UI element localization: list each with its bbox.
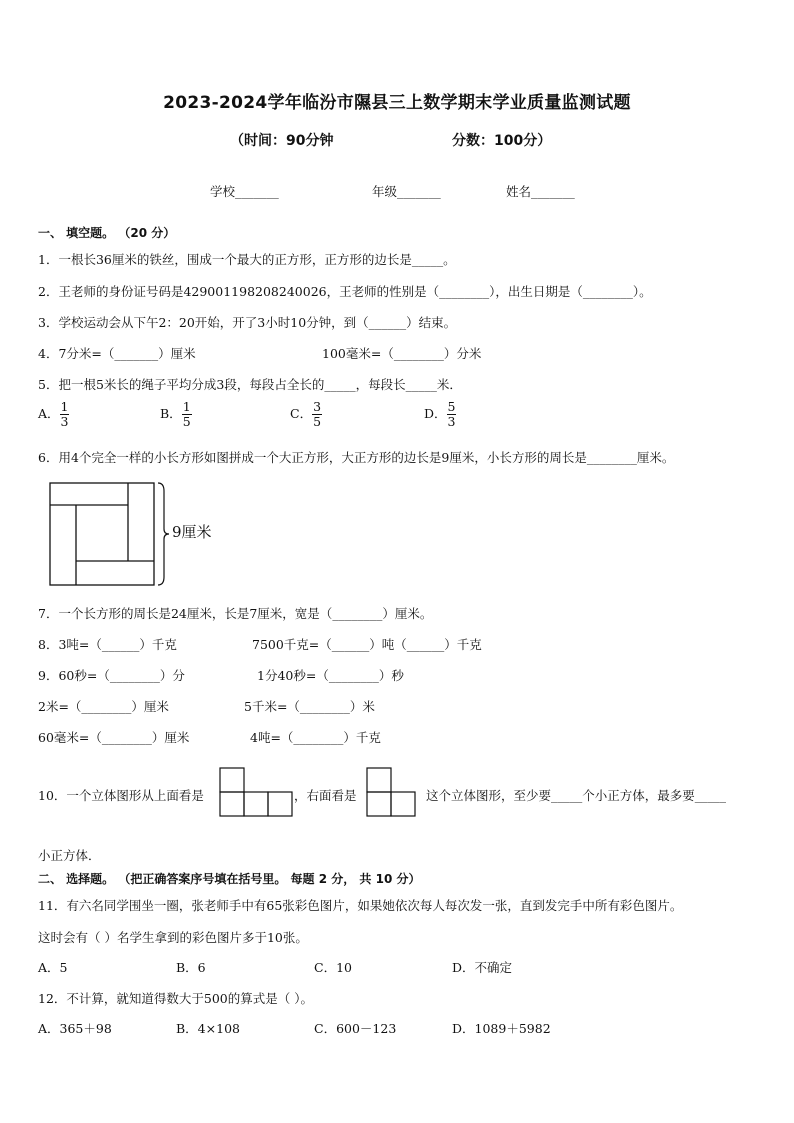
question-2: 2．王老师的身份证号码是429001198208240026，王老师的性别是（________），出生日期是（________）。 bbox=[38, 284, 652, 299]
question-9d: 5千米=（________）米 bbox=[244, 699, 375, 714]
question-6: 6．用4个完全一样的小长方形如图拼成一个大正方形，大正方形的边长是9厘米，小长方形的周长是________厘米。 bbox=[38, 450, 675, 465]
question-8a: 8．3吨=（______）千克 bbox=[38, 637, 177, 652]
question-9a: 9．60秒=（________）分 bbox=[38, 668, 185, 683]
option-b: B． $\frac{1}{5}$ bbox=[160, 399, 191, 429]
question-10-part4: 小正方体． bbox=[38, 848, 101, 863]
exam-time: （时间：90分钟 bbox=[230, 133, 334, 149]
figure-side-label: 9厘米 bbox=[172, 523, 212, 541]
question-9b: 1分40秒=（________）秒 bbox=[257, 668, 404, 683]
question-9f: 4吨=（________）千克 bbox=[250, 730, 381, 745]
question-4a: 4．7分米=（_______）厘米 bbox=[38, 346, 196, 361]
right-view-figure bbox=[367, 768, 419, 820]
q12-option-c: C．600－123 bbox=[314, 1021, 397, 1036]
question-10-part1: 10．一个立体图形从上面看是 bbox=[38, 788, 204, 803]
q11-option-d: D．不确定 bbox=[452, 960, 513, 975]
name-field: 姓名_______ bbox=[506, 184, 575, 199]
top-view-figure bbox=[220, 768, 294, 818]
section-heading-multiple-choice: 二、 选择题。 （把正确答案序号填在括号里。 每题 2 分， 共 10 分） bbox=[38, 872, 421, 886]
q11-option-a: A．5 bbox=[38, 960, 68, 975]
q11-option-c: C．10 bbox=[314, 960, 352, 975]
question-9e: 60毫米=（________）厘米 bbox=[38, 730, 190, 745]
question-7: 7．一个长方形的周长是24厘米，长是7厘米，宽是（________）厘米。 bbox=[38, 606, 433, 621]
q12-option-a: A．365＋98 bbox=[38, 1021, 112, 1036]
exam-score: 分数：100分） bbox=[452, 133, 552, 149]
section-heading-fill-blank: 一、 填空题。 （20 分） bbox=[38, 226, 176, 240]
rectangles-figure bbox=[48, 481, 178, 589]
question-10-part2: ，右面看是 bbox=[294, 788, 357, 803]
question-4b: 100毫米=（________）分米 bbox=[322, 346, 482, 361]
question-8b: 7500千克=（______）吨（______）千克 bbox=[252, 637, 482, 652]
question-1: 1．一根长36厘米的铁丝，围成一个最大的正方形，正方形的边长是_____。 bbox=[38, 252, 456, 267]
grade-field: 年级_______ bbox=[372, 184, 441, 199]
question-10-part3: 这个立体图形，至少要_____个小正方体，最多要_____ bbox=[426, 788, 727, 803]
school-field: 学校_______ bbox=[210, 184, 279, 199]
question-12: 12．不计算，就知道得数大于500的算式是（ ）。 bbox=[38, 991, 313, 1006]
q11-option-b: B．6 bbox=[176, 960, 206, 975]
option-d: D． $\frac{5}{3}$ bbox=[424, 399, 456, 429]
question-9c: 2米=（________）厘米 bbox=[38, 699, 169, 714]
question-3: 3．学校运动会从下午2：20开始，开了3小时10分钟，到（______）结束。 bbox=[38, 315, 457, 330]
question-11-line2: 这时会有（ ）名学生拿到的彩色图片多于10张。 bbox=[38, 930, 308, 945]
q12-option-b: B．4×108 bbox=[176, 1021, 240, 1036]
question-5: 5．把一根5米长的绳子平均分成3段，每段占全长的_____，每段长_____米． bbox=[38, 377, 462, 392]
option-c: C． $\frac{3}{5}$ bbox=[290, 399, 322, 429]
option-a: A． $\frac{1}{3}$ bbox=[38, 399, 69, 429]
q12-option-d: D．1089＋5982 bbox=[452, 1021, 551, 1036]
page-title: 2023-2024学年临汾市隰县三上数学期末学业质量监测试题 bbox=[163, 93, 631, 113]
question-11-line1: 11．有六名同学围坐一圈，张老师手中有65张彩色图片，如果她依次每人每次发一张，直到发完手中所有彩色图片。 bbox=[38, 898, 683, 913]
